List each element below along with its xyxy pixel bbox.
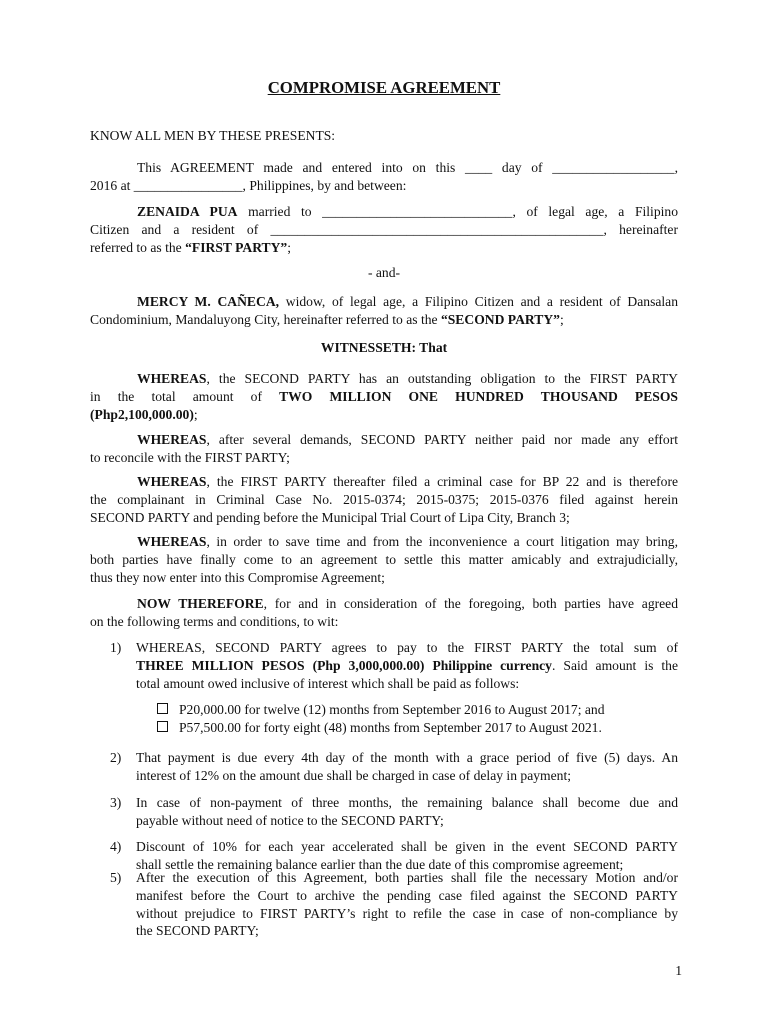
whereas-clause-1: WHEREAS, the SECOND PARTY has an outstanding obligation to the FIRST PARTY in the total amount of TWO MILLION ONE HUNDRED THOUSAND PESOS (Php2,100,000.00); (90, 371, 678, 422)
checkbox-bullet-icon (157, 703, 168, 714)
whereas-clause-3: WHEREAS, the FIRST PARTY thereafter filed a criminal case for BP 22 and is therefore the complainant in Criminal Case No. 2015-0374; 2015-0375; 2015-0376 filed against herein SECOND PARTY and pending before the Municipal Trial Court of Lipa City, Branch 3; (90, 474, 678, 525)
checkbox-bullet-icon (157, 721, 168, 732)
witnesseth-heading: WITNESSETH: That (320, 340, 448, 355)
paragraph-agreement-made: This AGREEMENT made and entered into on this ____ day of __________________, 2016 at ________________, Philippines, by and between: (90, 160, 678, 193)
whereas-clause-4: WHEREAS, in order to save time and from the inconvenience a court litigation may bring, both parties have finally come to an agreement to settle this matter amicably and extrajudicially, thus they now enter into this Compromise Agreement; (90, 534, 678, 585)
list-item-number: 2) (110, 750, 122, 765)
list-item-number: 3) (110, 795, 122, 810)
list-item-number: 1) (110, 640, 122, 655)
document-title: COMPROMISE AGREEMENT (267, 78, 501, 97)
paragraph-first-party: ZENAIDA PUA married to ____________________________, of legal age, a Filipino Citizen and a resident of _________________________________________________, hereinafter referred to as the “FIRST PARTY”; (90, 204, 679, 255)
list-item-number: 4) (110, 839, 122, 854)
know-all-line: KNOW ALL MEN BY THESE PRESENTS: (90, 128, 336, 143)
first-party-name: ZENAIDA PUA (137, 204, 238, 219)
paragraph-second-party: MERCY M. CAÑECA, widow, of legal age, a Filipino Citizen and a resident of Dansalan Condominium, Mandaluyong City, hereinafter referred to as the “SECOND PARTY”; (90, 294, 678, 327)
payment-schedule-item: P57,500.00 for forty eight (48) months from September 2017 to August 2021. (157, 719, 677, 737)
page-number: 1 (675, 963, 682, 978)
document-page: COMPROMISE AGREEMENT KNOW ALL MEN BY THESE PRESENTS: This AGREEMENT made and entered into on this ____ day of __________________, 2016 at ________________, Philippines, by and between: ZENAIDA PUA married to ____________________________, of legal age, a Filipino Citizen and a resident of _________________________________________________, hereinafter referred to as the “FIRST PARTY”; - and- MERCY M. CAÑECA, widow, of legal age, a Filipino Citizen and a resident of Dansalan Condominium, Mandaluyong City, hereinafter referred to as the “SECOND PARTY”; WITNESSETH: That WHEREAS, the SECOND PARTY has an outstanding obligation to the FIRST PARTY in the total amount of TWO MILLION ONE HUNDRED THOUSAND PESOS (Php2,100,000.00); WHEREAS, after several demands, SECOND PARTY neither paid nor made any effort to reconcile with the FIRST PARTY; WHEREAS, the FIRST PARTY thereafter filed a criminal case for BP 22 and is therefore the complainant in Criminal Case No. 2015-0374; 2015-0375; 2015-0376 filed against herein SECOND PARTY and pending before the Municipal Trial Court of Lipa City, Branch 3; WHEREAS, in order to save time and from the inconvenience a court litigation may bring, both parties have finally come to an agreement to settle this matter amicably and extrajudicially, thus they now enter into this Compromise Agreement; NOW THEREFORE, for and in consideration of the foregoing, both parties have agreed on the following terms and conditions, to wit: 1) WHEREAS, SECOND PARTY agrees to pay to the FIRST PARTY the total sum of THREE MILLION PESOS (Php 3,000,000.00) Philippine currency. Said amount is the total amount owed inclusive of interest which shall be paid as follows: P20,000.00 for twelve (12) months from September 2016 to August 2017; and P57,500.00 for forty eight (48) months from September 2017 to August 2021. 2) That payment is due every 4th day of the month with a grace period of five (5) days. An interest of 12% on the amount due shall be charged in case of delay in payment; 3) In case of non-payment of three months, the remaining balance shall become due and payable without need of notice to the SECOND PARTY; 4) Discount of 10% for each year accelerated shall be given in the event SECOND PARTY shall settle the remaining balance earlier than the due date of this compromise agreement; 5) After the execution of this Agreement, both parties shall file the necessary Motion and/or manifest before the Court to archive the pending case filed against the SECOND PARTY without prejudice to FIRST PARTY’s right to refile the case in case of non-compliance by the SECOND PARTY; 1 (0, 0, 768, 1024)
whereas-clause-2: WHEREAS, after several demands, SECOND PARTY neither paid nor made any effort to reconcile with the FIRST PARTY; (90, 432, 678, 465)
now-therefore-clause: NOW THEREFORE, for and in consideration of the foregoing, both parties have agreed on the following terms and conditions, to wit: (90, 596, 679, 629)
list-item-number: 5) (110, 870, 122, 885)
second-party-name: MERCY M. CAÑECA, (137, 294, 280, 309)
payment-schedule-item: P20,000.00 for twelve (12) months from September 2016 to August 2017; and (157, 701, 677, 719)
and-separator: - and- (367, 265, 401, 280)
